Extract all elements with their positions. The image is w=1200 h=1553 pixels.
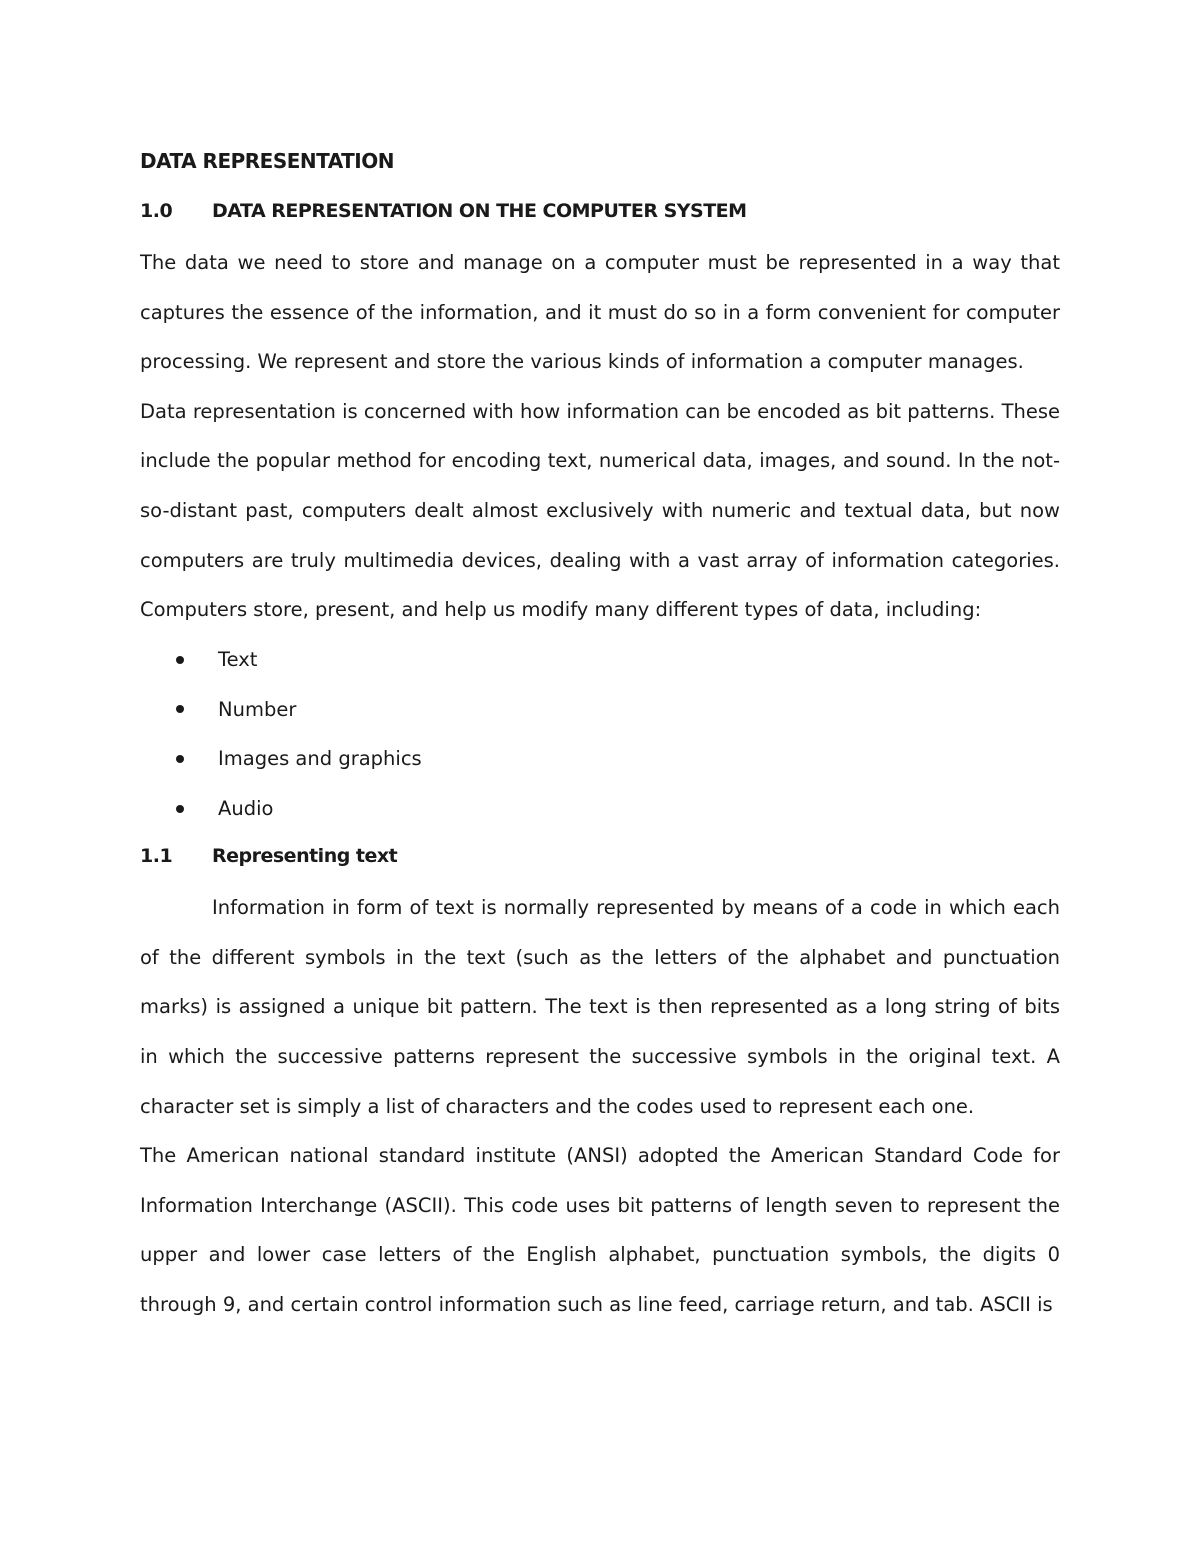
list-item [140,734,1060,784]
paragraph-intro: The data we need to store and manage on a computer must be represented in a way that captures the essence of the information, and it must do so in a form convenient for computer processing. We represent and store the various kinds of information a computer manages. [140,251,1060,374]
paragraph-text-representation: Information in form of text is normally represented by means of a code in which each of the different symbols in the text (such as the letters of the alphabet and punctuation marks) is assigned a unique bit pattern. The text is then represented as a long string of bits in which the successive patterns represent the successive symbols in the original text. A character set is simply a list of characters and the codes used to represent each one. [140,896,1060,1118]
bullet-icon [140,684,218,734]
list-item-label: Images and graphics [218,747,422,771]
paragraph-data-representation: Data representation is concerned with how information can be encoded as bit patterns. These include the popular method for encoding text, numerical data, images, and sound. In the not-so-distant past, computers dealt almost exclusively with numeric and textual data, but now computers are truly multimedia devices, dealing with a vast array of information categories. Computers store, present, and help us modify many different types of data, including: [140,399,1060,622]
section-title: Representing text [212,845,398,868]
section-number: 1.1 [140,845,173,868]
section-title: DATA REPRESENTATION ON THE COMPUTER SYSTEM [212,200,747,222]
list-item [140,684,1060,734]
section-heading-1-1 [140,833,1060,883]
paragraph-ascii: The American national standard institute (ANSI) adopted the American Standard Code for Information Interchange (ASCII). This code uses bit patterns of length seven to represent the upper and lower case letters of the English alphabet, punctuation symbols, the digits 0 through 9, and certain control information such as line feed, carriage return, and tab. ASCII is [140,1144,1060,1316]
bullet-icon [140,734,218,784]
bullet-icon [140,635,218,685]
list-item [140,784,1060,834]
bullet-icon [140,784,218,834]
list-item [140,635,1060,685]
data-types-list [140,635,1060,833]
document-title: DATA REPRESENTATION [140,149,394,173]
list-item-label: Text [218,648,258,672]
list-item-label: Audio [218,796,274,820]
section-number: 1.0 [140,200,173,222]
document-body [140,138,1060,1329]
list-item-label: Number [218,697,297,721]
section-heading-1-0 [140,188,1060,238]
